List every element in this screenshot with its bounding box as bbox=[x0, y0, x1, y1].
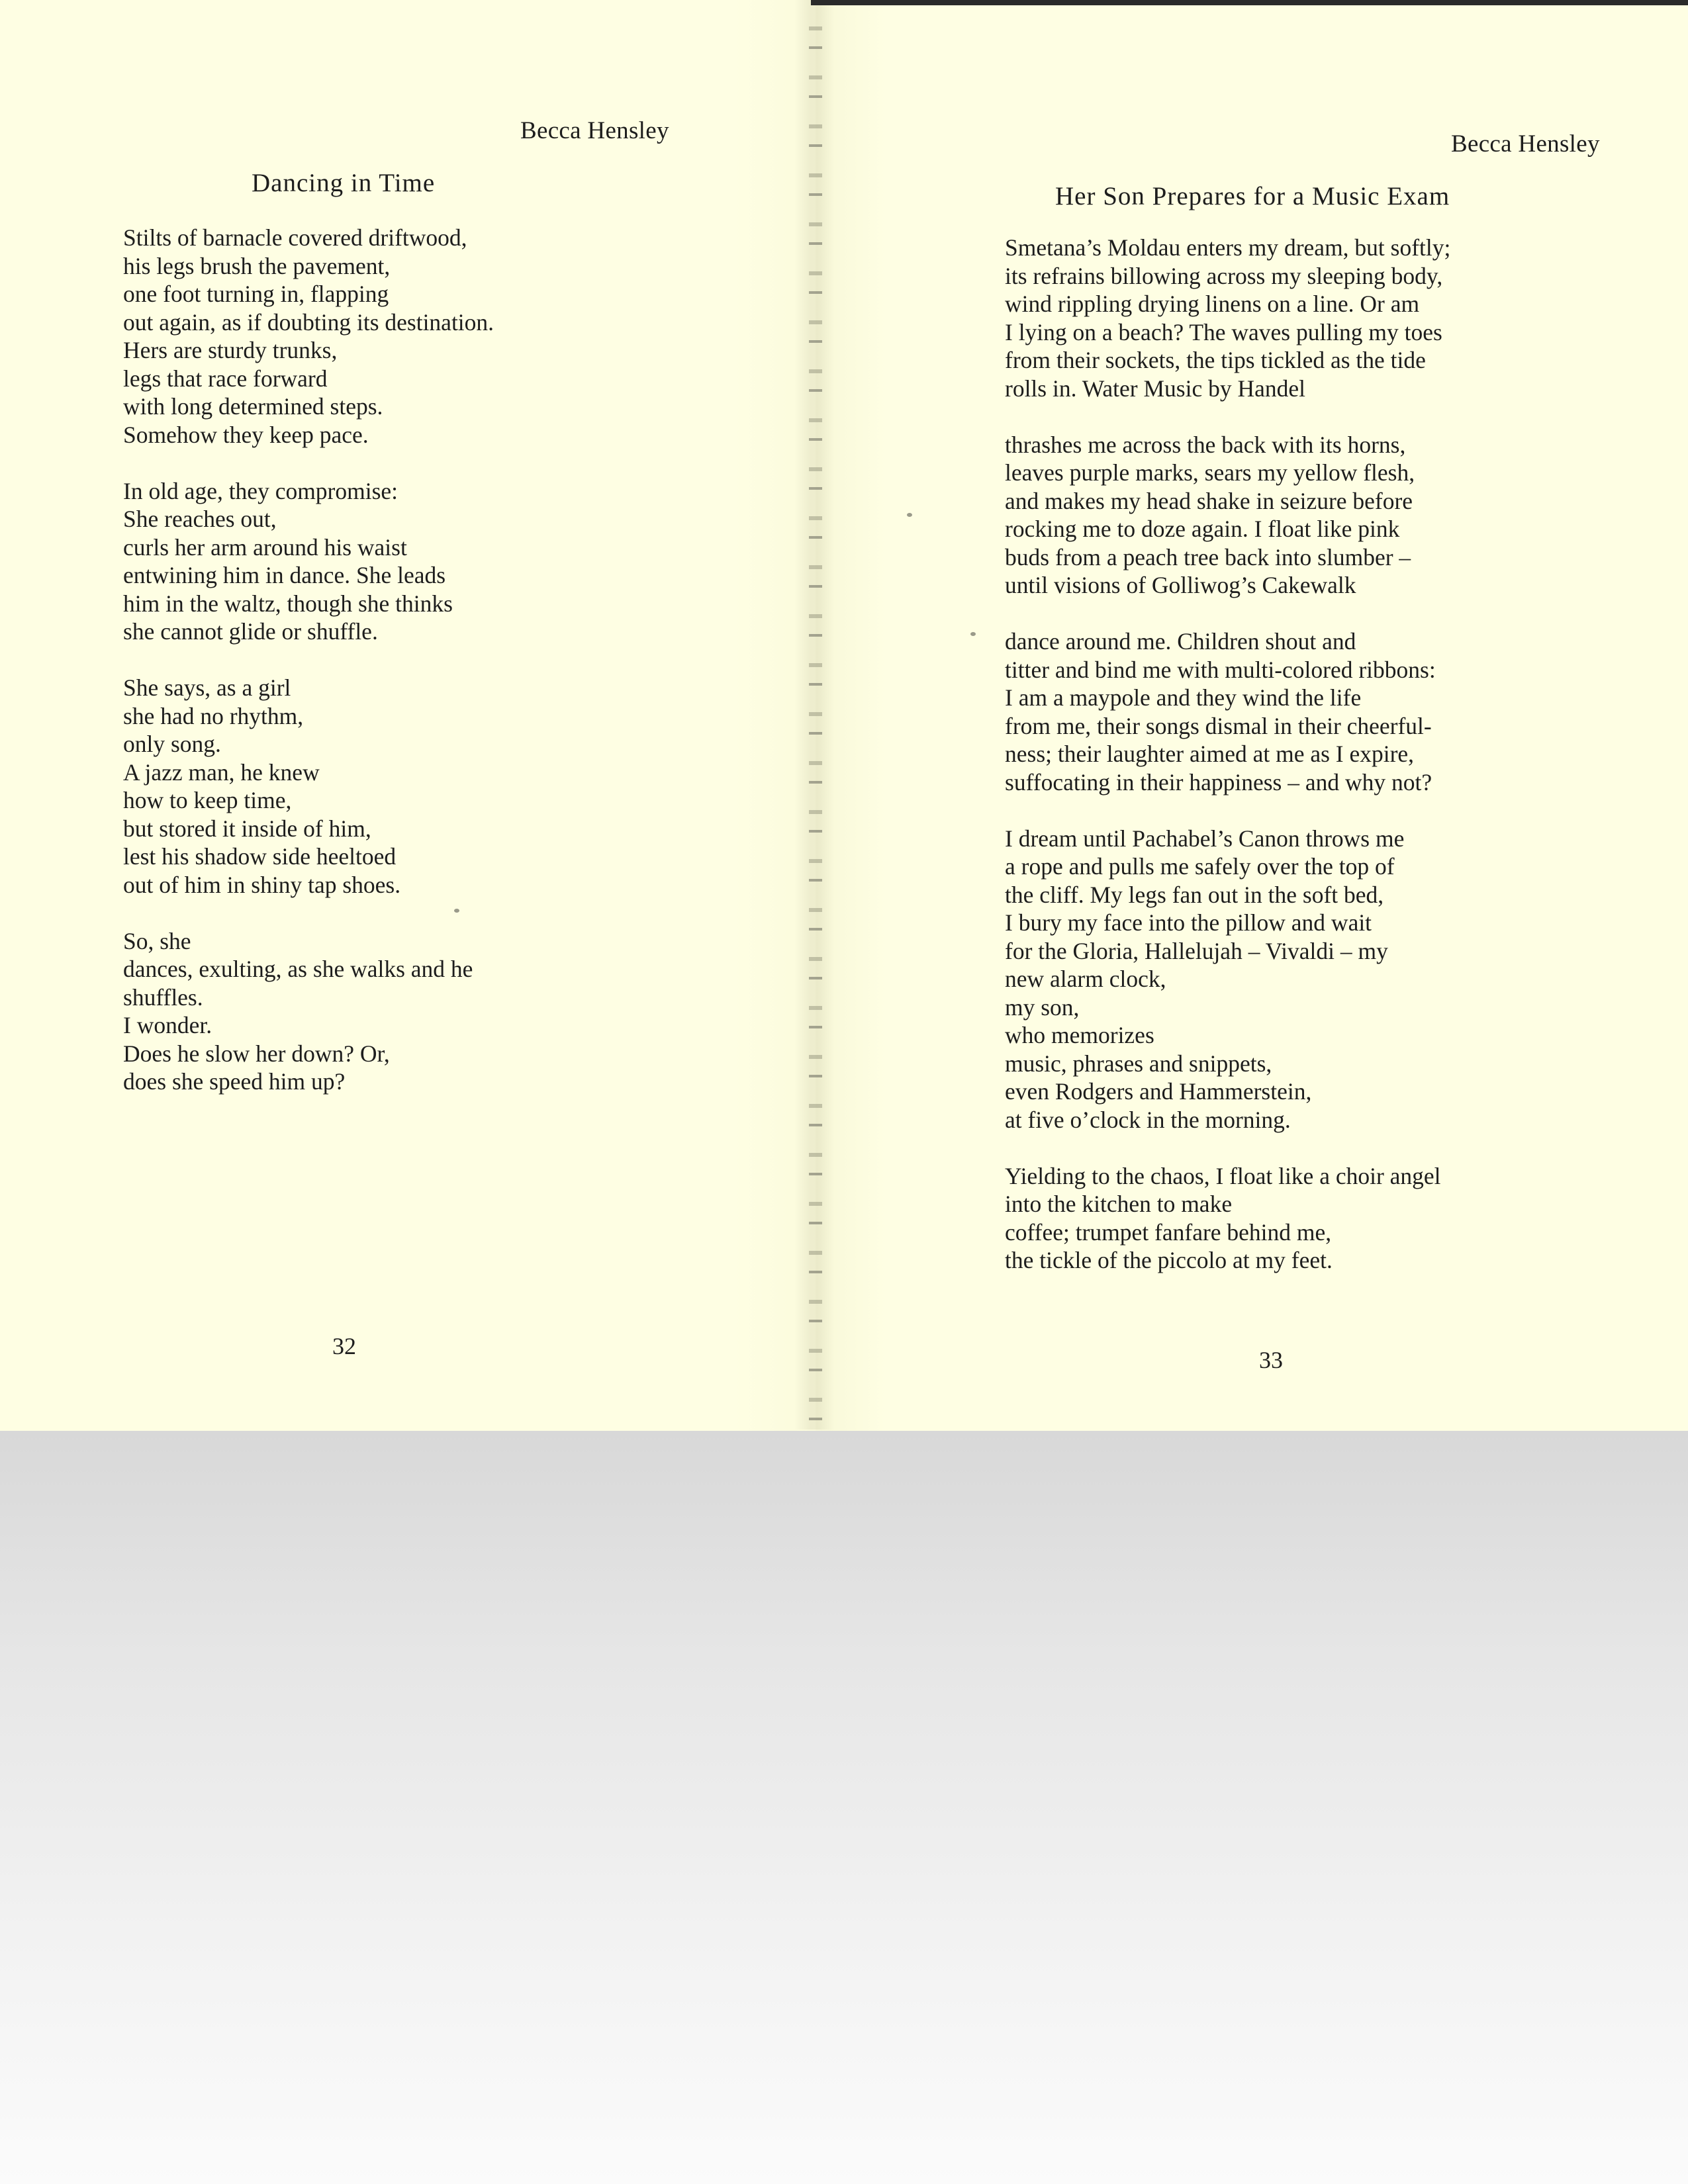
poem-line: from me, their songs dismal in their cheerful- bbox=[1005, 712, 1432, 739]
poem-line: only song. bbox=[123, 731, 221, 757]
poem-line: entwining him in dance. She leads bbox=[123, 562, 446, 588]
page-top-edge bbox=[811, 0, 1688, 5]
poem-line: until visions of Golliwog’s Cakewalk bbox=[1005, 572, 1356, 598]
poem-line: one foot turning in, flapping bbox=[123, 281, 389, 307]
poem-line: a rope and pulls me safely over the top of bbox=[1005, 853, 1395, 880]
poem-line: out again, as if doubting its destination. bbox=[123, 308, 494, 336]
scan-speck bbox=[907, 513, 912, 517]
poem-line: lest his shadow side heeltoed bbox=[123, 843, 397, 870]
poem-line: ness; their laughter aimed at me as I expire, bbox=[1005, 741, 1415, 767]
poem-line: Smetana’s Moldau enters my dream, but softly; bbox=[1005, 234, 1451, 261]
scan-speck bbox=[970, 632, 976, 636]
poem-line: rolls in. Water Music by Handel bbox=[1005, 375, 1305, 402]
poem-line: Yielding to the chaos, I float like a choir angel bbox=[1005, 1162, 1441, 1189]
left-page-author: Becca Hensley bbox=[520, 117, 669, 144]
right-page bbox=[816, 0, 1688, 1431]
poem-line: I wonder. bbox=[123, 1012, 212, 1038]
poem-line: I dream until Pachabel’s Canon throws me bbox=[1005, 825, 1405, 852]
poem-line: into the kitchen to make bbox=[1005, 1191, 1233, 1217]
poem-line: how to keep time, bbox=[123, 787, 292, 813]
poem-line: for the Gloria, Hallelujah – Vivaldi – my bbox=[1005, 937, 1388, 964]
poem-line: She reaches out, bbox=[123, 506, 277, 532]
poem-line: I am a maypole and they wind the life bbox=[1005, 684, 1362, 711]
poem-stanza bbox=[123, 927, 494, 1096]
poem-line: him in the waltz, though she thinks bbox=[123, 590, 453, 617]
poem-line: A jazz man, he knew bbox=[123, 758, 320, 786]
poem-line: Somehow they keep pace. bbox=[123, 421, 369, 448]
poem-line: leaves purple marks, sears my yellow flesh, bbox=[1005, 459, 1415, 486]
poem-line: the cliff. My legs fan out in the soft bed, bbox=[1005, 881, 1384, 908]
poem-stanza bbox=[1005, 627, 1450, 796]
binding-gutter bbox=[809, 0, 822, 1430]
poem-line: she cannot glide or shuffle. bbox=[123, 618, 378, 645]
poem-line: its refrains billowing across my sleeping body, bbox=[1005, 262, 1443, 289]
poem-line: legs that race forward bbox=[123, 365, 328, 392]
scanner-background bbox=[0, 1430, 1688, 2184]
poem-line: at five o’clock in the morning. bbox=[1005, 1106, 1291, 1133]
poem-line: suffocating in their happiness – and why not? bbox=[1005, 768, 1432, 796]
poem-line: I bury my face into the pillow and wait bbox=[1005, 909, 1372, 936]
poem-line: and makes my head shake in seizure before bbox=[1005, 487, 1413, 514]
poem-line: Hers are sturdy trunks, bbox=[123, 337, 338, 363]
poem-line: my son, bbox=[1005, 993, 1080, 1021]
poem-line: thrashes me across the back with its horns, bbox=[1005, 431, 1406, 458]
poem-line: So, she bbox=[123, 927, 191, 954]
right-page-author: Becca Hensley bbox=[1451, 130, 1600, 158]
poem-line: rocking me to doze again. I float like pink bbox=[1005, 516, 1400, 542]
poem-line: who memorizes bbox=[1005, 1022, 1154, 1048]
poem-line: wind rippling drying linens on a line. Or am bbox=[1005, 291, 1420, 317]
poem-line: new alarm clock, bbox=[1005, 966, 1166, 992]
poem-line: does she speed him up? bbox=[123, 1068, 346, 1095]
poem-stanza bbox=[1005, 431, 1450, 600]
poem-line: music, phrases and snippets, bbox=[1005, 1050, 1272, 1077]
poem-stanza bbox=[123, 224, 494, 449]
left-poem-body bbox=[123, 224, 494, 1124]
poem-stanza bbox=[1005, 825, 1450, 1134]
poem-line: curls her arm around his waist bbox=[123, 533, 407, 561]
right-poem-title: Her Son Prepares for a Music Exam bbox=[1055, 182, 1450, 210]
scan-speck bbox=[454, 909, 459, 913]
poem-line: but stored it inside of him, bbox=[123, 815, 371, 842]
poem-line: she had no rhythm, bbox=[123, 702, 304, 729]
poem-line: shuffles. bbox=[123, 983, 203, 1011]
poem-line: out of him in shiny tap shoes. bbox=[123, 871, 401, 898]
poem-line: dances, exulting, as she walks and he bbox=[123, 956, 473, 982]
left-poem-title: Dancing in Time bbox=[252, 169, 436, 197]
poem-stanza bbox=[1005, 234, 1450, 402]
left-page-number: 32 bbox=[332, 1333, 356, 1359]
poem-line: even Rodgers and Hammerstein, bbox=[1005, 1078, 1312, 1105]
poem-line: She says, as a girl bbox=[123, 674, 291, 701]
poem-stanza bbox=[123, 477, 494, 646]
poem-line: with long determined steps. bbox=[123, 393, 383, 420]
poem-line: dance around me. Children shout and bbox=[1005, 628, 1356, 655]
poem-line: the tickle of the piccolo at my feet. bbox=[1005, 1247, 1333, 1273]
left-page bbox=[0, 0, 816, 1431]
poem-stanza bbox=[1005, 1162, 1450, 1275]
poem-line: coffee; trumpet fanfare behind me, bbox=[1005, 1218, 1332, 1246]
right-poem-body bbox=[1005, 234, 1450, 1302]
poem-line: titter and bind me with multi-colored ribbons: bbox=[1005, 656, 1436, 683]
poem-line: Does he slow her down? Or, bbox=[123, 1040, 390, 1067]
poem-line: I lying on a beach? The waves pulling my toes bbox=[1005, 318, 1442, 345]
poem-line: Stilts of barnacle covered driftwood, bbox=[123, 224, 467, 251]
poem-stanza bbox=[123, 674, 494, 899]
poem-line: from their sockets, the tips tickled as the tide bbox=[1005, 347, 1426, 373]
poem-line: In old age, they compromise: bbox=[123, 477, 399, 504]
poem-line: his legs brush the pavement, bbox=[123, 252, 391, 279]
poem-line: buds from a peach tree back into slumber – bbox=[1005, 543, 1411, 570]
right-page-number: 33 bbox=[1259, 1347, 1283, 1373]
